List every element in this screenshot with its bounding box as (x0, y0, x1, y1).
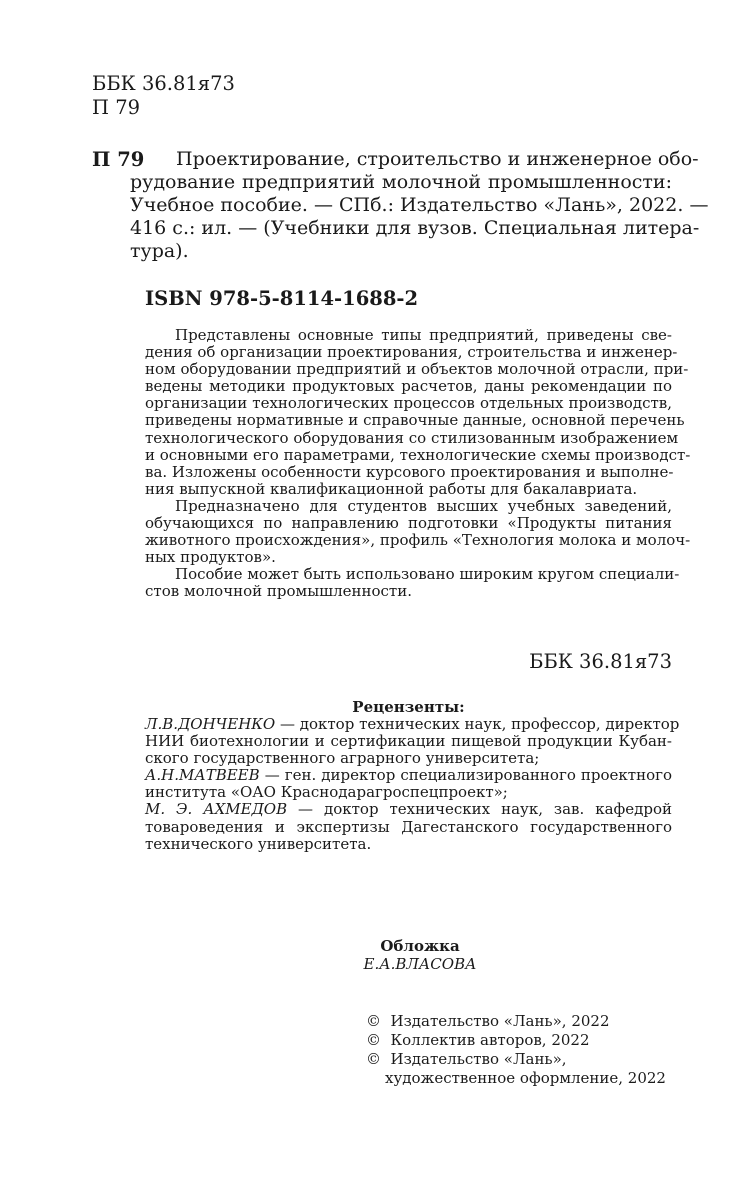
annotation-line: ведены методики продуктовых расчетов, даны рекомендации по (145, 377, 672, 396)
reviewer-line: товароведения и экспертизы Дагестанского государственного (145, 817, 672, 836)
annotation-line: ва. Изложены особенности курсового проектирования и выполне- (145, 462, 674, 481)
record-line: рудование предприятий молочной промышленности: (130, 171, 672, 193)
copyright-line: © Издательство «Лань», 2022 (366, 1012, 610, 1030)
copyright-icon: © (366, 1012, 381, 1030)
copyright-continuation: художественное оформление, 2022 (385, 1069, 666, 1087)
cover-designer: Е.А.ВЛАСОВА (363, 955, 477, 973)
reviewer-name: Л.В.ДОНЧЕНКО (145, 715, 276, 733)
annotation-line: обучающихся по направлению подготовки «Продукты питания (145, 514, 672, 533)
record-line: Учебное пособие. — СПб.: Издательство «Лань», 2022. — (130, 194, 709, 216)
copyright-line: © Коллектив авторов, 2022 (366, 1031, 590, 1049)
reviewer-title: — доктор технических наук, зав. кафедрой (287, 800, 672, 819)
header-block (92, 72, 235, 120)
reviewer-line: технического университета. (145, 834, 372, 853)
reviewer-line: ского государственного аграрного университета; (145, 749, 540, 768)
author-mark: П 79 (92, 96, 141, 119)
reviewers (145, 715, 680, 853)
annotation-line: Пособие может быть использовано широким кругом специали- (175, 565, 680, 584)
reviewer-title: — ген. директор специализированного проектного (259, 766, 672, 785)
reviewer-name: М. Э. АХМЕДОВ (145, 800, 288, 819)
bbk-code-bottom: ББК 36.81я73 (529, 650, 672, 673)
reviewer-name: А.Н.МАТВЕЕВ (145, 766, 260, 785)
annotation (145, 326, 691, 601)
reviewers-heading: Рецензенты: (352, 698, 465, 716)
annotation-line: организации технологических процессов отдельных производств, (145, 394, 672, 413)
copyright-icon: © (366, 1031, 381, 1049)
reviewer-line: НИИ биотехнологии и сертификации пищевой продукции Кубан- (145, 732, 672, 751)
annotation-line: Представлены основные типы предприятий, приведены све- (175, 326, 672, 344)
reviewer-title: — доктор технических наук, профессор, директор (275, 715, 680, 733)
copyright-line: © Издательство «Лань», (366, 1050, 567, 1068)
annotation-line: технологического оборудования со стилизованным изображением (145, 428, 679, 447)
cover-credit (345, 937, 495, 973)
annotation-line: дения об организации проектирования, строительства и инженер- (145, 343, 678, 362)
record-line: 416 с.: ил. — (Учебники для вузов. Специальная литера- (130, 217, 700, 239)
annotation-line: ния выпускной квалификационной работы для бакалавриата. (145, 479, 638, 498)
cover-heading: Обложка (380, 937, 460, 955)
isbn: ISBN 978-5-8114-1688-2 (145, 287, 419, 310)
record-line: Проектирование, строительство и инженерное обо- (176, 148, 699, 170)
reviewer-entry (145, 767, 672, 784)
reviewer-line: института «ОАО Краснодарагроспецпроект»; (145, 783, 508, 802)
reviewer-entry (145, 715, 680, 733)
copyright-block (366, 1012, 666, 1088)
annotation-line: ных продуктов». (145, 548, 276, 567)
reviewer-entry (145, 801, 672, 818)
record-mark: П 79 (92, 148, 145, 171)
annotation-line: приведены нормативные и справочные данные, основной перечень (145, 411, 685, 430)
annotation-line: животного происхождения», профиль «Технология молока и молоч- (145, 531, 691, 550)
bbk-code: ББК 36.81я73 (92, 72, 235, 95)
copyright-icon: © (366, 1050, 381, 1068)
record-line: тура). (130, 240, 189, 262)
bibliographic-record (130, 148, 709, 263)
annotation-line: стов молочной промышленности. (145, 582, 412, 601)
annotation-line: и основными его параметрами, технологические схемы производст- (145, 445, 691, 464)
annotation-line: ном оборудовании предприятий и объектов молочной отрасли, при- (145, 360, 689, 379)
annotation-line: Предназначено для студентов высших учебных заведений, (175, 496, 672, 515)
